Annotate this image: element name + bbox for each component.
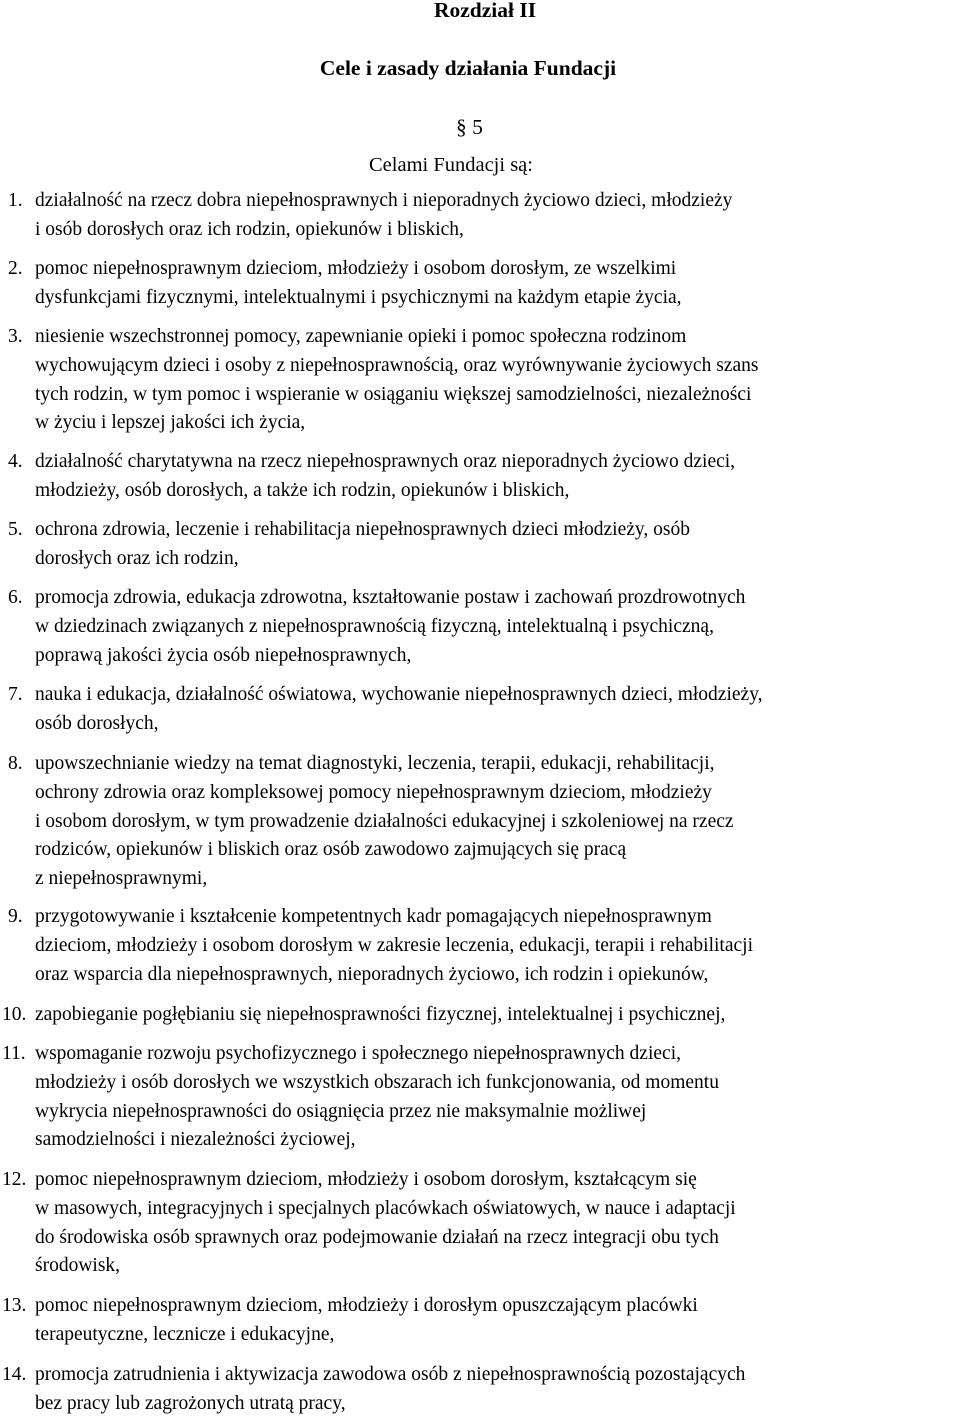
list-item-line: rodziców, opiekunów i bliskich oraz osób zawodowo zajmujących się pracą	[35, 839, 627, 861]
list-item-number: 13.	[2, 1295, 27, 1316]
list-item-line: w dziedzinach związanych z niepełnosprawnością fizyczną, intelektualną i psychiczną,	[35, 615, 714, 637]
list-item-line: pomoc niepełnosprawnym dzieciom, młodzieży i dorosłym opuszczającym placówki	[35, 1295, 698, 1316]
list-item-text	[35, 1361, 959, 1419]
list-item-line: ochrony zdrowia oraz kompleksowej pomocy niepełnosprawnym dzieciom, młodzieży	[35, 781, 712, 803]
list-item-line: oraz wsparcia dla niepełnosprawnych, nieporadnych życiowo, ich rodzin i opiekunów,	[35, 963, 709, 985]
list-item-number: 6.	[8, 587, 23, 608]
list-item-text	[35, 255, 959, 313]
list-item-text	[35, 516, 959, 574]
list-item-text	[35, 448, 959, 506]
list-item-line: młodzieży i osób dorosłych we wszystkich obszarach ich funkcjonowania, od momentu	[35, 1071, 719, 1093]
list-item-text	[35, 903, 959, 989]
list-item-line: osób dorosłych,	[35, 712, 159, 734]
section-number: § 5	[456, 115, 483, 139]
list-item-line: działalność charytatywna na rzecz niepełnosprawnych oraz nieporadnych życiowo dzieci,	[35, 451, 736, 472]
list-item-line: nauka i edukacja, działalność oświatowa, wychowanie niepełnosprawnych dzieci, młodzieży,	[35, 684, 763, 705]
list-item-text	[35, 584, 959, 670]
list-item-line: działalność na rzecz dobra niepełnosprawnych i nieporadnych życiowo dzieci, młodzieży	[35, 190, 733, 211]
list-item-line: promocja zatrudnienia i aktywizacja zawodowa osób z niepełnosprawnością pozostających	[35, 1364, 746, 1385]
list-item-number: 2.	[8, 258, 23, 279]
list-item-line: pomoc niepełnosprawnym dzieciom, młodzieży i osobom dorosłym, ze wszelkimi	[35, 258, 677, 279]
list-item-line: środowisk,	[35, 1255, 121, 1277]
list-item-number: 5.	[8, 519, 23, 540]
list-item-number: 10.	[2, 1004, 27, 1025]
list-item-line: bez pracy lub zagrożonych utratą pracy,	[35, 1392, 346, 1414]
list-item-number: 11.	[2, 1043, 26, 1064]
list-item-text	[35, 681, 959, 739]
list-item-line: w życiu i lepszej jakości ich życia,	[35, 412, 306, 434]
list-item-text	[35, 750, 959, 894]
list-item-number: 12.	[2, 1169, 27, 1190]
list-item-number: 3.	[8, 326, 23, 347]
list-item-line: poprawą jakości życia osób niepełnosprawnych,	[35, 644, 412, 666]
list-item-line: upowszechnianie wiedzy na temat diagnostyki, leczenia, terapii, edukacji, rehabilitacji,	[35, 753, 715, 774]
list-item-line: promocja zdrowia, edukacja zdrowotna, kształtowanie postaw i zachowań prozdrowotnych	[35, 587, 746, 608]
list-item-text	[35, 323, 959, 438]
list-item-line: i osób dorosłych oraz ich rodzin, opiekunów i bliskich,	[35, 218, 464, 240]
list-item-line: wykrycia niepełnosprawności do osiągnięcia przez nie maksymalnie możliwej	[35, 1100, 647, 1122]
list-item-number: 1.	[8, 190, 23, 211]
list-item-text	[35, 187, 959, 245]
list-item-line: wychowującym dzieci i osoby z niepełnosprawnością, oraz wyrównywanie życiowych szans	[35, 354, 759, 376]
list-item-line: pomoc niepełnosprawnym dzieciom, młodzieży i osobom dorosłym, kształcącym się	[35, 1169, 697, 1190]
list-item-line: ochrona zdrowia, leczenie i rehabilitacja niepełnosprawnych dzieci młodzieży, osób	[35, 519, 690, 540]
list-item-line: tych rodzin, w tym pomoc i wspieranie w osiąganiu większej samodzielności, niezależności	[35, 383, 752, 405]
list-item-line: dysfunkcjami fizycznymi, intelektualnymi i psychicznymi na każdym etapie życia,	[35, 286, 682, 308]
list-item-line: do środowiska osób sprawnych oraz podejmowanie działań na rzecz integracji obu tych	[35, 1226, 719, 1248]
list-item-number: 9.	[8, 906, 23, 927]
list-item-line: niesienie wszechstronnej pomocy, zapewnianie opieki i pomoc społeczna rodzinom	[35, 326, 687, 347]
chapter-heading: Rozdział II	[433, 0, 537, 22]
list-item-line: i osobom dorosłym, w tym prowadzenie działalności edukacyjnej i szkoleniowej na rzecz	[35, 810, 734, 832]
list-item-text	[35, 1040, 959, 1155]
list-item-line: dzieciom, młodzieży i osobom dorosłym w zakresie leczenia, edukacji, terapii i rehabilitacji	[35, 934, 753, 956]
list-item-text	[35, 1292, 959, 1350]
list-item-line: z niepełnosprawnymi,	[35, 868, 208, 890]
intro-text: Celami Fundacji są:	[369, 154, 533, 176]
list-item-line: przygotowywanie i kształcenie kompetentnych kadr pomagających niepełnosprawnym	[35, 906, 712, 927]
list-item-number: 7.	[8, 684, 23, 705]
list-item-line: wspomaganie rozwoju psychofizycznego i społecznego niepełnosprawnych dzieci,	[35, 1043, 681, 1064]
list-item-number: 14.	[2, 1364, 27, 1385]
list-item-text	[35, 1166, 959, 1281]
list-item-line: w masowych, integracyjnych i specjalnych placówkach oświatowych, w nauce i adaptacji	[35, 1197, 736, 1219]
list-item-line: młodzieży, osób dorosłych, a także ich rodzin, opiekunów i bliskich,	[35, 479, 570, 501]
list-item-number: 8.	[8, 753, 23, 774]
chapter-title: Cele i zasady działania Fundacji	[319, 56, 617, 80]
list-item-line: samodzielności i niezależności życiowej,	[35, 1129, 356, 1151]
list-item-line: terapeutyczne, lecznicze i edukacyjne,	[35, 1323, 335, 1345]
list-item-text	[35, 1001, 959, 1030]
list-item-line: zapobieganie pogłębianiu się niepełnosprawności fizycznej, intelektualnej i psychicznej,	[35, 1004, 726, 1025]
list-item-number: 4.	[8, 451, 23, 472]
list-item-line: dorosłych oraz ich rodzin,	[35, 547, 239, 569]
